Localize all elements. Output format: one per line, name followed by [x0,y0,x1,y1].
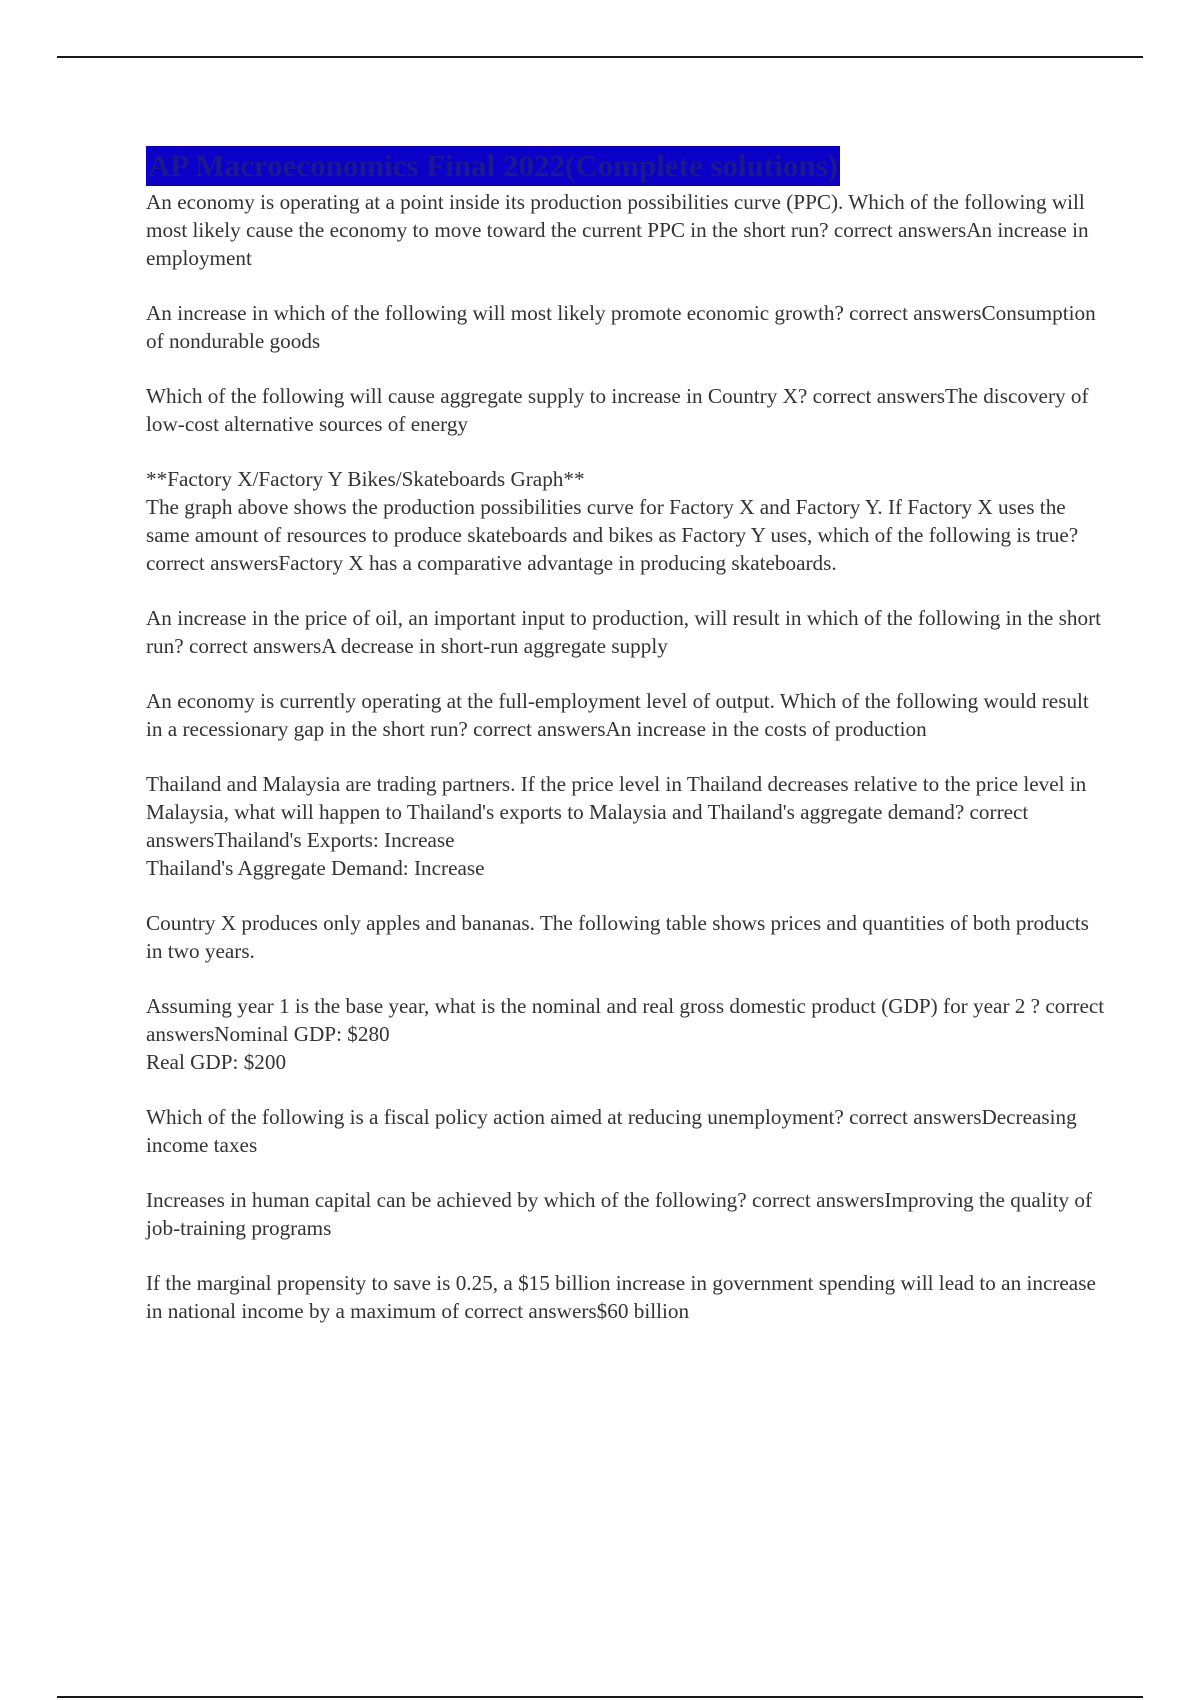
qa-item-3: Which of the following will cause aggregate supply to increase in Country X? correct answersThe discovery of low-cost alternative sources of energy [146,384,1089,436]
qa-item-2: An increase in which of the following will most likely promote economic growth? correct answersConsumption of nondurable goods [146,301,1096,353]
qa-item-4: **Factory X/Factory Y Bikes/Skateboards Graph** The graph above shows the production possibilities curve for Factory X and Factory Y. If Factory X uses the same amount of resources to produce skateboards and bikes as Factory Y uses, which of the following is true? correct answersFactory X has a comparative advantage in producing skateboards. [146,467,1079,575]
qa-item-6: An economy is currently operating at the full-employment level of output. Which of the following would result in a recessionary gap in the short run? correct answersAn increase in the costs of production [146,689,1089,741]
qa-item-5: An increase in the price of oil, an important input to production, will result in which of the following in the short run? correct answersA decrease in short-run aggregate supply [146,606,1102,658]
qa-item-7: Thailand and Malaysia are trading partners. If the price level in Thailand decreases relative to the price level in Malaysia, what will happen to Thailand's exports to Malaysia and Thailand's aggregate demand? correct answersThailand's Exports: Increase Thailand's Aggregate Demand: Increase [146,772,1087,880]
document-title: AP Macroeconomics Final 2022(Complete solutions) [148,148,838,183]
footer-rule [57,1696,1143,1698]
qa-item-9: Assuming year 1 is the base year, what is the nominal and real gross domestic product (GDP) for year 2 ? correct answersNominal GDP: $280 Real GDP: $200 [146,994,1105,1074]
qa-item-1: An economy is operating at a point inside its production possibilities curve (PPC). Which of the following will most likely cause the economy to move toward the current PPC in the short run? correct answersAn increase in employment [146,190,1089,270]
header-rule [57,56,1143,58]
qa-item-10: Which of the following is a fiscal policy action aimed at reducing unemployment? correct answersDecreasing income taxes [146,1105,1077,1157]
document-body [146,146,1106,1352]
qa-item-8: Country X produces only apples and bananas. The following table shows prices and quantities of both products in two years. [146,911,1089,963]
qa-item-11: Increases in human capital can be achieved by which of the following? correct answersImproving the quality of job-training programs [146,1188,1093,1240]
qa-item-12: If the marginal propensity to save is 0.25, a $15 billion increase in government spending will lead to an increase in national income by a maximum of correct answers$60 billion [146,1271,1096,1323]
title-highlight [146,146,840,186]
